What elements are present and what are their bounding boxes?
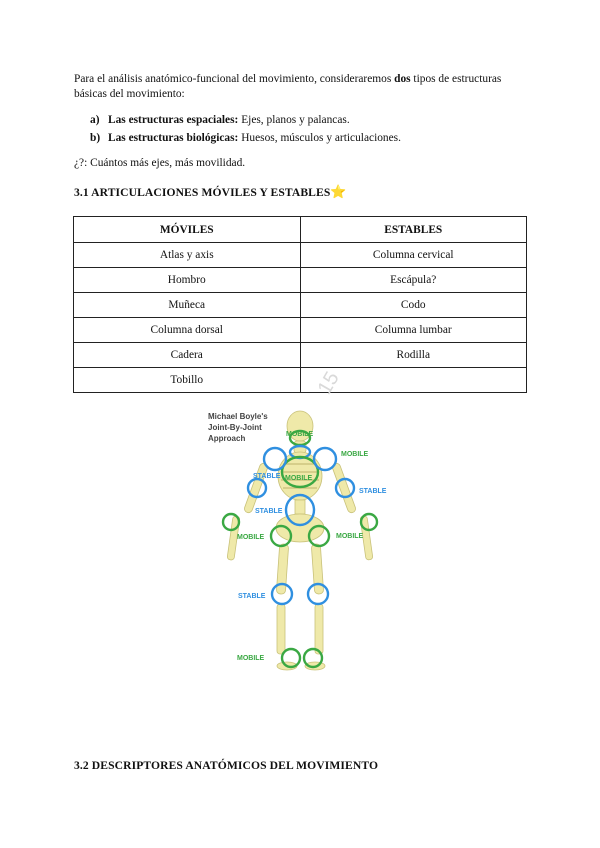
table-cell: Codo	[300, 293, 527, 318]
list-item-label: Las estructuras biológicas:	[108, 132, 239, 144]
label-mobile: MOBILE	[341, 451, 369, 458]
label-stable: STABLE	[238, 593, 266, 600]
table-cell: Columna dorsal	[74, 318, 301, 343]
list-item-text: Huesos, músculos y articulaciones.	[238, 132, 401, 144]
list-item-a	[90, 113, 350, 128]
label-stable: STABLE	[359, 488, 387, 495]
section-title: 3.2 DESCRIPTORES ANATÓMICOS DEL MOVIMIENTO	[74, 759, 379, 772]
mobility-note: ¿?: Cuántos más ejes, más movilidad.	[74, 157, 246, 169]
list-item-text: Ejes, planos y palancas.	[238, 114, 350, 126]
figure-caption-line: Michael Boyle's	[208, 412, 268, 421]
label-mobile: MOBILE	[285, 475, 313, 482]
header-moviles: MÓVILES	[74, 217, 301, 243]
page-watermark: 15	[313, 368, 344, 399]
table-cell: Columna cervical	[300, 243, 527, 268]
label-mobile: MOBILE	[237, 655, 265, 662]
table-cell: Atlas y axis	[74, 243, 301, 268]
intro-paragraph	[74, 72, 529, 102]
joints-table	[73, 216, 527, 393]
table-cell: Hombro	[74, 268, 301, 293]
star-icon: ⭐	[330, 184, 347, 199]
table-row	[74, 343, 527, 368]
table-row	[74, 268, 527, 293]
left-scapula-ring	[264, 448, 286, 470]
list-item-label: Las estructuras espaciales:	[108, 114, 239, 126]
table-row	[74, 293, 527, 318]
figure-caption-line: Joint-By-Joint	[208, 423, 262, 432]
label-mobile: MOBILE	[286, 431, 314, 438]
right-scapula-ring	[314, 448, 336, 470]
list-marker: a)	[90, 114, 100, 126]
table-cell: Muñeca	[74, 293, 301, 318]
section-heading-3-2	[74, 759, 378, 772]
table-row	[74, 368, 527, 393]
table-cell: Escápula?	[300, 268, 527, 293]
section-title: 3.1 ARTICULACIONES MÓVILES Y ESTABLES	[74, 186, 331, 199]
section-heading-3-1	[74, 184, 347, 200]
table-cell: Tobillo	[74, 368, 301, 393]
intro-bold-word: dos	[394, 73, 411, 85]
label-stable: STABLE	[255, 508, 283, 515]
table-cell: Rodilla	[300, 343, 527, 368]
list-item-b	[90, 131, 401, 146]
table-cell: Cadera	[74, 343, 301, 368]
intro-text-start: Para el análisis anatómico-funcional del movimiento, consideraremos	[74, 73, 395, 85]
header-estables: ESTABLES	[300, 217, 527, 243]
label-mobile: MOBILE	[237, 534, 265, 541]
table-cell: Columna lumbar	[300, 318, 527, 343]
label-mobile: MOBILE	[336, 533, 364, 540]
table-row	[74, 318, 527, 343]
joint-by-joint-figure	[205, 404, 395, 672]
table-row	[74, 243, 527, 268]
figure-caption-line: Approach	[208, 434, 246, 443]
list-marker: b)	[90, 132, 101, 144]
label-stable: STABLE	[253, 473, 281, 480]
intro-text-end: tipos de estructuras básicas del movimiento:	[74, 73, 502, 100]
table-header-row	[74, 217, 527, 243]
